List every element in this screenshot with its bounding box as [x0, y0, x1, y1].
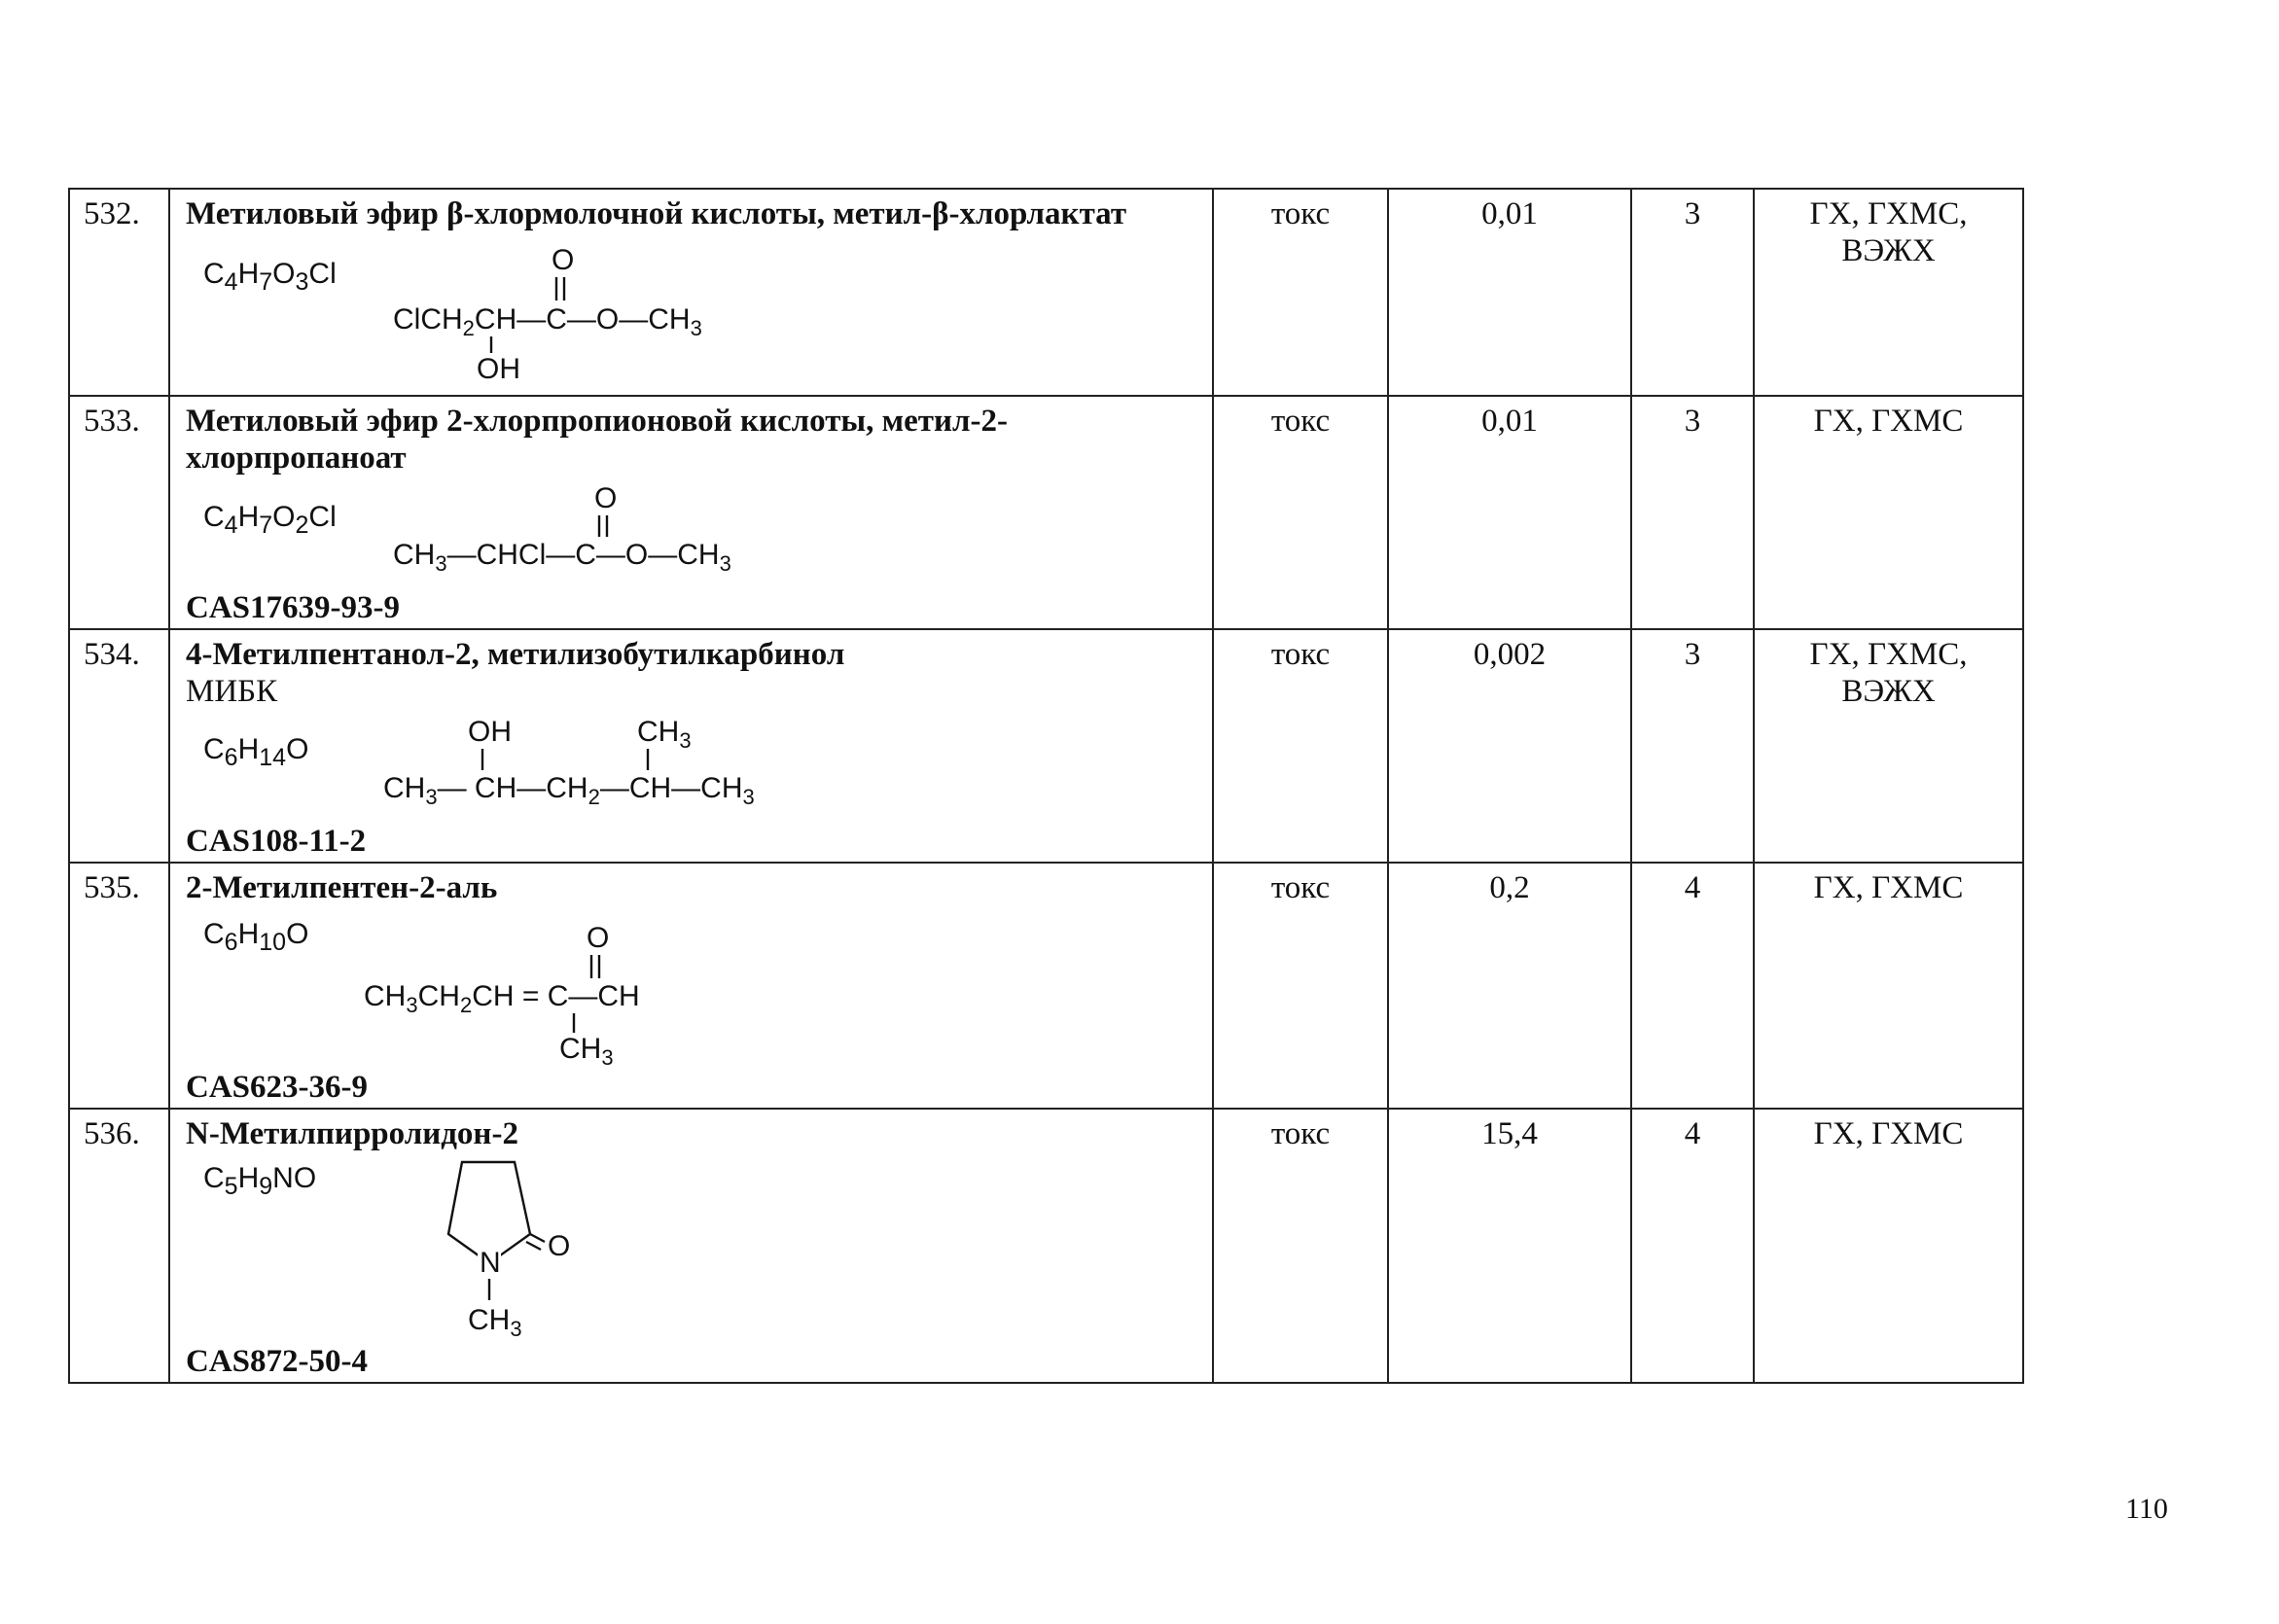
oxygen-atom-label: O	[552, 244, 575, 276]
row-number: 533.	[84, 404, 140, 439]
row-number: 534.	[84, 637, 140, 672]
row-number-cell	[69, 863, 169, 1109]
row-number: 536.	[84, 1116, 140, 1151]
molecular-formula: $C_4H_7O_3Cl$	[203, 258, 337, 296]
main-chain-label: $CH_3—CHCl—C—O—CH_3$	[393, 539, 731, 576]
value-cell	[1388, 396, 1631, 629]
class-cell	[1213, 396, 1388, 629]
molecular-formula: $C_4H_7O_2Cl$	[203, 501, 337, 539]
toxicity-class: токс	[1270, 404, 1331, 439]
hazard-cell	[1631, 189, 1754, 396]
hydroxyl-label: OH	[468, 716, 512, 748]
substance-abbreviation: МИБК	[186, 674, 278, 709]
main-chain-label: $CH_3CH_2CH$ = C—CH	[364, 980, 640, 1017]
hazard-class: 4	[1684, 870, 1701, 905]
class-cell	[1213, 1109, 1388, 1383]
toxicity-class: токс	[1270, 870, 1331, 905]
hazard-class: 3	[1684, 404, 1701, 439]
cas-number: CAS108-11-2	[186, 824, 367, 859]
analysis-methods: ГХ, ГХМС, ВЭЖХ	[1809, 196, 1968, 268]
main-chain-label: $ClCH_2CH—C—O—CH_3$	[393, 303, 702, 340]
table-row	[69, 1109, 2023, 1383]
row-number-cell	[69, 629, 169, 863]
row-number-cell	[69, 189, 169, 396]
method-cell	[1754, 396, 2023, 629]
hazard-cell	[1631, 1109, 1754, 1383]
class-cell	[1213, 629, 1388, 863]
cas-number: CAS17639-93-9	[186, 590, 400, 625]
structural-formula	[360, 920, 710, 1066]
molecular-formula: $C_5H_9NO$	[203, 1162, 317, 1200]
table-row	[69, 189, 2023, 396]
molecular-formula: $C_6H_{10}O$	[203, 918, 309, 956]
substance-cell	[169, 189, 1213, 396]
class-cell	[1213, 863, 1388, 1109]
table-row	[69, 863, 2023, 1109]
substance-name: 4-Метилпентанол-2, метилизобутилкарбинол	[186, 637, 845, 672]
substance-name: Метиловый эфир 2-хлорпропионовой кислоты, метил-2-хлорпропаноат	[186, 404, 1009, 476]
structural-formula	[389, 244, 759, 390]
substance-cell	[169, 863, 1213, 1109]
substance-table	[68, 188, 2024, 1384]
table-row	[69, 396, 2023, 629]
methyl-branch-label: $CH_3$	[637, 716, 692, 753]
toxicity-class: токс	[1270, 196, 1331, 231]
limit-value: 0,01	[1481, 404, 1538, 439]
hazard-cell	[1631, 863, 1754, 1109]
oxygen-atom-label: O	[587, 922, 610, 954]
row-number-cell	[69, 1109, 169, 1383]
substance-cell	[169, 1109, 1213, 1383]
limit-value: 15,4	[1481, 1116, 1538, 1151]
toxicity-class: токс	[1270, 637, 1331, 672]
hydroxyl-label: OH	[477, 353, 520, 385]
toxicity-class: токс	[1270, 1116, 1331, 1151]
oxygen-atom-label: O	[594, 482, 618, 514]
row-number-cell	[69, 396, 169, 629]
value-cell	[1388, 189, 1631, 396]
structural-formula	[379, 716, 807, 823]
value-cell	[1388, 863, 1631, 1109]
substance-cell	[169, 629, 1213, 863]
value-cell	[1388, 1109, 1631, 1383]
analysis-methods: ГХ, ГХМС	[1813, 1116, 1964, 1151]
methyl-label: $CH_3$	[468, 1304, 522, 1341]
table-row	[69, 629, 2023, 863]
hazard-class: 4	[1684, 1116, 1701, 1151]
methyl-branch-label: $CH_3$	[559, 1033, 614, 1066]
analysis-methods: ГХ, ГХМС	[1813, 870, 1964, 905]
cas-number: CAS623-36-9	[186, 1070, 368, 1105]
hazard-cell	[1631, 396, 1754, 629]
row-number: 535.	[84, 870, 140, 905]
analysis-methods: ГХ, ГХМС	[1813, 404, 1964, 439]
substance-cell	[169, 396, 1213, 629]
nitrogen-atom-label: N	[480, 1247, 501, 1279]
value-cell	[1388, 629, 1631, 863]
method-cell	[1754, 863, 2023, 1109]
oxygen-atom-label: O	[548, 1230, 571, 1262]
limit-value: 0,2	[1489, 870, 1530, 905]
hazard-class: 3	[1684, 196, 1701, 231]
method-cell	[1754, 1109, 2023, 1383]
limit-value: 0,01	[1481, 196, 1538, 231]
substance-name: Метиловый эфир β-хлормолочной кислоты, метил-β-хлорлактат	[186, 196, 1127, 231]
analysis-methods: ГХ, ГХМС, ВЭЖХ	[1809, 637, 1968, 709]
molecular-formula: $C_6H_{14}O$	[203, 733, 309, 771]
hazard-class: 3	[1684, 637, 1701, 672]
substance-name: 2-Метилпентен-2-аль	[186, 870, 498, 905]
cas-number: CAS872-50-4	[186, 1344, 368, 1379]
method-cell	[1754, 189, 2023, 396]
structural-formula	[389, 482, 798, 580]
hazard-cell	[1631, 629, 1754, 863]
structural-formula	[413, 1158, 608, 1343]
page-number: 110	[2125, 1493, 2168, 1525]
row-number: 532.	[84, 196, 140, 231]
substance-name: N-Метилпирролидон-2	[186, 1116, 518, 1151]
method-cell	[1754, 629, 2023, 863]
limit-value: 0,002	[1473, 637, 1547, 672]
main-chain-label: $CH_3—$ $CH—CH_2—CH—CH_3$	[383, 772, 755, 809]
class-cell	[1213, 189, 1388, 396]
